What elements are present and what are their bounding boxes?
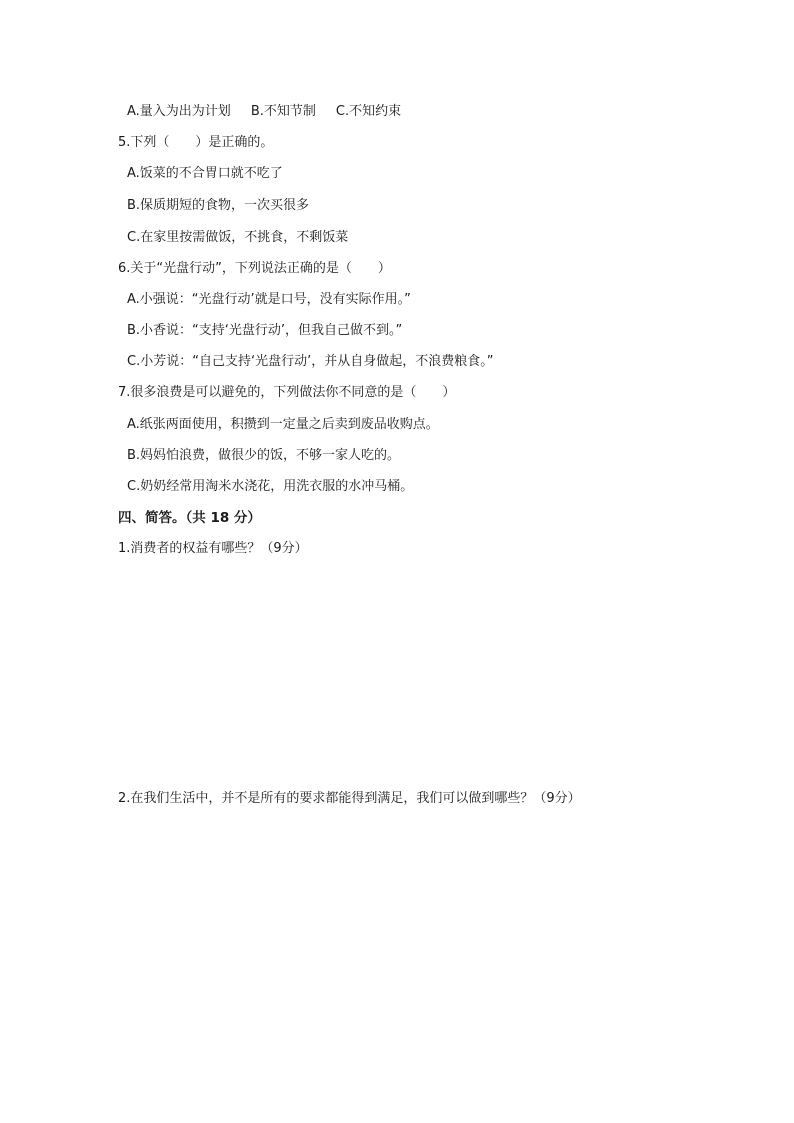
short-answer-q1: 1.消费者的权益有哪些？（9分） (118, 541, 308, 556)
q6-option-b: B.小香说：“支持‘光盘行动’，但我自己做不到。” (127, 323, 403, 338)
q5-option-c: C.在家里按需做饭，不挑食，不剩饭菜 (127, 230, 349, 245)
q6-option-c: C.小芳说：“自己支持‘光盘行动’，并从自身做起，不浪费粮食。” (127, 354, 494, 369)
section-title: 四、简答。（共 18 分） (118, 510, 261, 526)
q4-option-b: B.不知节制 (250, 104, 316, 119)
q7-option-c: C.奶奶经常用淘米水浇花，用洗衣服的水冲马桶。 (127, 479, 414, 494)
q7-stem: 7.很多浪费是可以避免的，下列做法你不同意的是（ ） (118, 385, 456, 400)
q7-option-b: B.妈妈怕浪费，做很少的饭，不够一家人吃的。 (127, 448, 401, 463)
q4-option-c: C.不知约束 (335, 104, 402, 119)
q4-option-a: A.量入为出为计划 (127, 104, 231, 119)
q5-stem: 5.下列（ ）是正确的。 (118, 135, 274, 150)
q5-option-b: B.保质期短的食物，一次买很多 (127, 198, 310, 213)
q4-options-row (127, 104, 401, 120)
q7-option-a: A.纸张两面使用，积攒到一定量之后卖到废品收购点。 (127, 417, 439, 432)
short-answer-q2: 2.在我们生活中，并不是所有的要求都能得到满足，我们可以做到哪些？（9分） (118, 791, 581, 806)
q6-stem: 6.关于“光盘行动”，下列说法正确的是（ ） (118, 261, 391, 276)
q6-option-a: A.小强说：“光盘行动’就是口号，没有实际作用。” (127, 292, 411, 307)
q5-option-a: A.饭菜的不合胃口就不吃了 (127, 166, 283, 181)
